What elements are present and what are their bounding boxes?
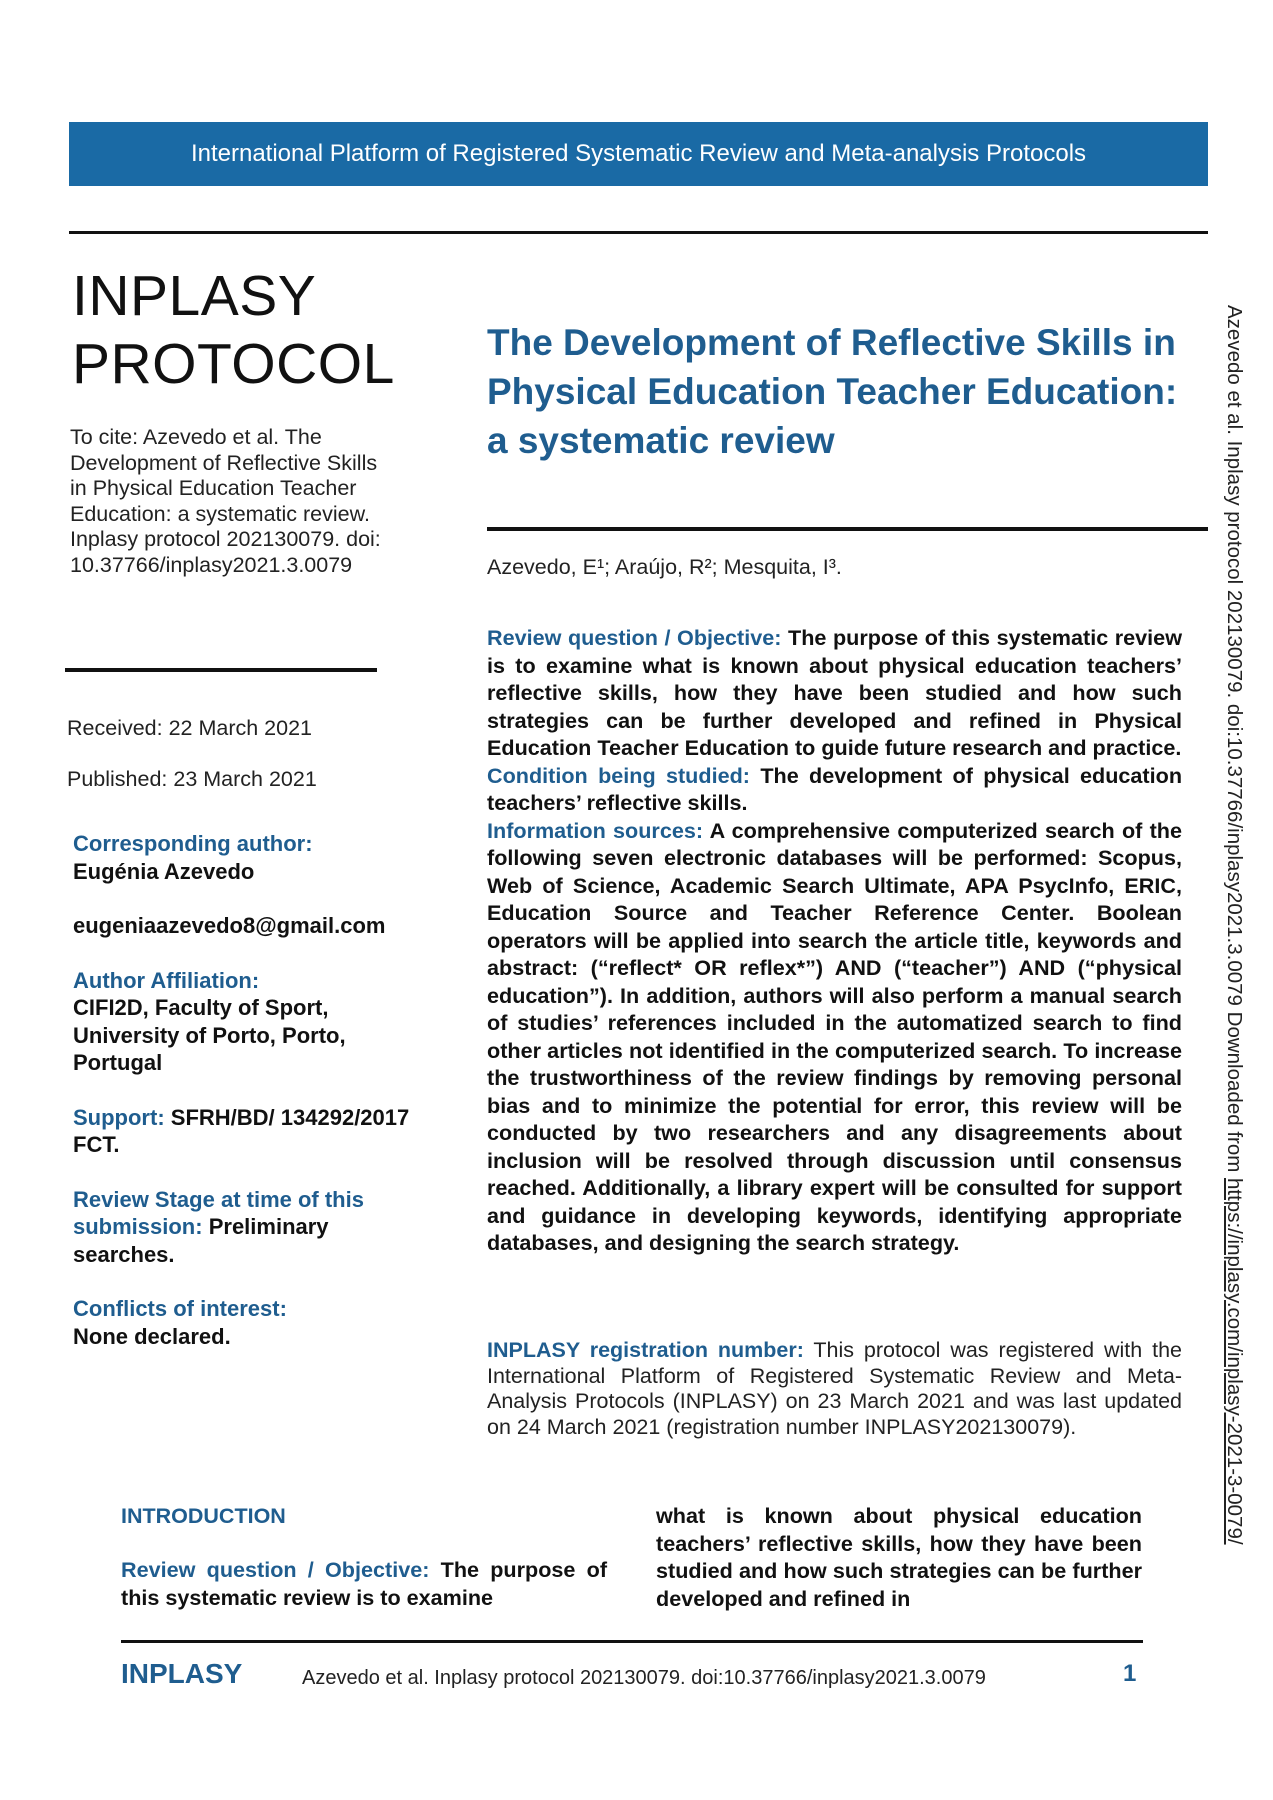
title-divider: [487, 527, 1208, 531]
heading-line-2: PROTOCOL: [72, 332, 395, 396]
page-number: 1: [1123, 1660, 1137, 1687]
citation-block: To cite: Azevedo et al. The Development of Reflective Skills in Physical Education Teacher Education: a systematic review. Inplasy protocol 202130079. doi: 10.37766/inplasy2021.3.0079: [70, 425, 381, 577]
intro-left-text: The purpose of this systematic review is to examine: [121, 1557, 608, 1610]
side-note-text: Azevedo et al. Inplasy protocol 202130079. doi:10.37766/inplasy2021.3.0079 Downloaded from: [1223, 305, 1246, 1179]
citation-divider: [65, 668, 377, 672]
conflicts-text: None declared.: [73, 1323, 231, 1349]
side-download-note: [1222, 305, 1246, 1545]
information-sources-label: Information sources:: [487, 817, 704, 843]
review-stage-label: Review Stage at time of this submission:: [73, 1186, 364, 1239]
corresponding-author-name: Eugénia Azevedo: [73, 858, 255, 884]
footer-citation: Azevedo et al. Inplasy protocol 202130079. doi:10.37766/inplasy2021.3.0079: [302, 1667, 986, 1689]
intro-question-label: Review question / Objective:: [121, 1557, 430, 1582]
condition-label: Condition being studied:: [487, 762, 750, 788]
affiliation-label: Author Affiliation:: [73, 967, 260, 993]
heading-line-1: INPLASY: [72, 264, 317, 328]
information-sources-text: A comprehensive computerized search of the following seven electronic databases will be performed: Scopus, Web of Science, Academic Search Ultimate, APA PsycInfo, ERIC, Education Source and Teacher Reference Center. Boolean operators will be applied into search the article title, keywords and abstract: (“reflect* OR reflex*”) AND (“teacher”) AND (“physical education”). In addition, authors will also perform a manual search of studies’ references included in the automatized search to find other articles not identified in the computerized search. To increase the trustworthiness of the review findings by removing personal bias and to minimize the potential for error, this review will be conducted by two researchers and any disagreements about inclusion will be resolved through discussion until consensus reached. Additionally, a library expert will be consulted for support and guidance in developing keywords, identifying appropriate databases, and designing the search strategy.: [487, 817, 1182, 1255]
review-stage-block: [73, 1186, 413, 1269]
corresponding-author-label: Corresponding author:: [73, 831, 313, 856]
download-link[interactable]: https://inplasy.com/inplasy-2021-3-0079/: [1223, 1178, 1246, 1545]
review-question-paragraph: [487, 624, 1182, 762]
introduction-right-column: what is known about physical education teachers’ reflective skills, how they have been studied and how such strategies can be further developed and refined in: [656, 1503, 1142, 1611]
review-question-label: Review question / Objective:: [487, 625, 782, 650]
condition-text: The development of physical education teachers’ reflective skills.: [487, 762, 1183, 815]
author-info-sidebar: [73, 830, 413, 1377]
published-date: Published: 23 March 2021: [67, 767, 317, 791]
support-text: SFRH/BD/ 134292/2017 FCT.: [73, 1104, 410, 1157]
paper-title: The Development of Reflective Skills in Physical Education Teacher Education: a systematic review: [487, 322, 1178, 461]
header-divider: [69, 231, 1208, 234]
support-label: Support:: [73, 1104, 165, 1130]
introduction-heading: INTRODUCTION: [121, 1504, 286, 1528]
information-sources-paragraph: [487, 817, 1182, 1257]
affiliation-block: [73, 967, 413, 1077]
corresponding-author-block: [73, 830, 413, 885]
support-block: [73, 1104, 413, 1159]
abstract: [487, 624, 1182, 1257]
footer-brand: INPLASY: [121, 1658, 243, 1689]
platform-banner: International Platform of Registered Systematic Review and Meta-analysis Protocols: [69, 122, 1208, 186]
author-list: Azevedo, E¹; Araújo, R²; Mesquita, I³.: [487, 555, 842, 579]
author-email[interactable]: eugeniaazevedo8@gmail.com: [73, 913, 386, 938]
review-stage-text: Preliminary searches.: [73, 1214, 329, 1267]
affiliation-text: CIFI2D, Faculty of Sport, University of Porto, Porto, Portugal: [73, 995, 346, 1075]
introduction-left-column: [121, 1556, 607, 1611]
conflicts-label: Conflicts of interest:: [73, 1296, 287, 1321]
review-question-text: The purpose of this systematic review is to examine what is known about physical education teachers’ reflective skills, how they have been studied and how such strategies can be further developed and refined in Physical Education Teacher Education to guide future research and practice.: [487, 625, 1182, 760]
registration-paragraph: [487, 1338, 1182, 1440]
registration-label: INPLASY registration number:: [487, 1338, 804, 1362]
condition-paragraph: [487, 762, 1182, 817]
received-date: Received: 22 March 2021: [67, 716, 313, 740]
conflicts-block: [73, 1295, 413, 1350]
inplasy-protocol-heading: [72, 262, 395, 398]
footer-divider: [121, 1640, 1143, 1643]
registration-text: This protocol was registered with the International Platform of Registered Systematic Review and Meta-Analysis Protocols (INPLASY) on 23 March 2021 and was last updated on 24 March 2021 (registration number INPLASY202130079).: [487, 1338, 1182, 1439]
